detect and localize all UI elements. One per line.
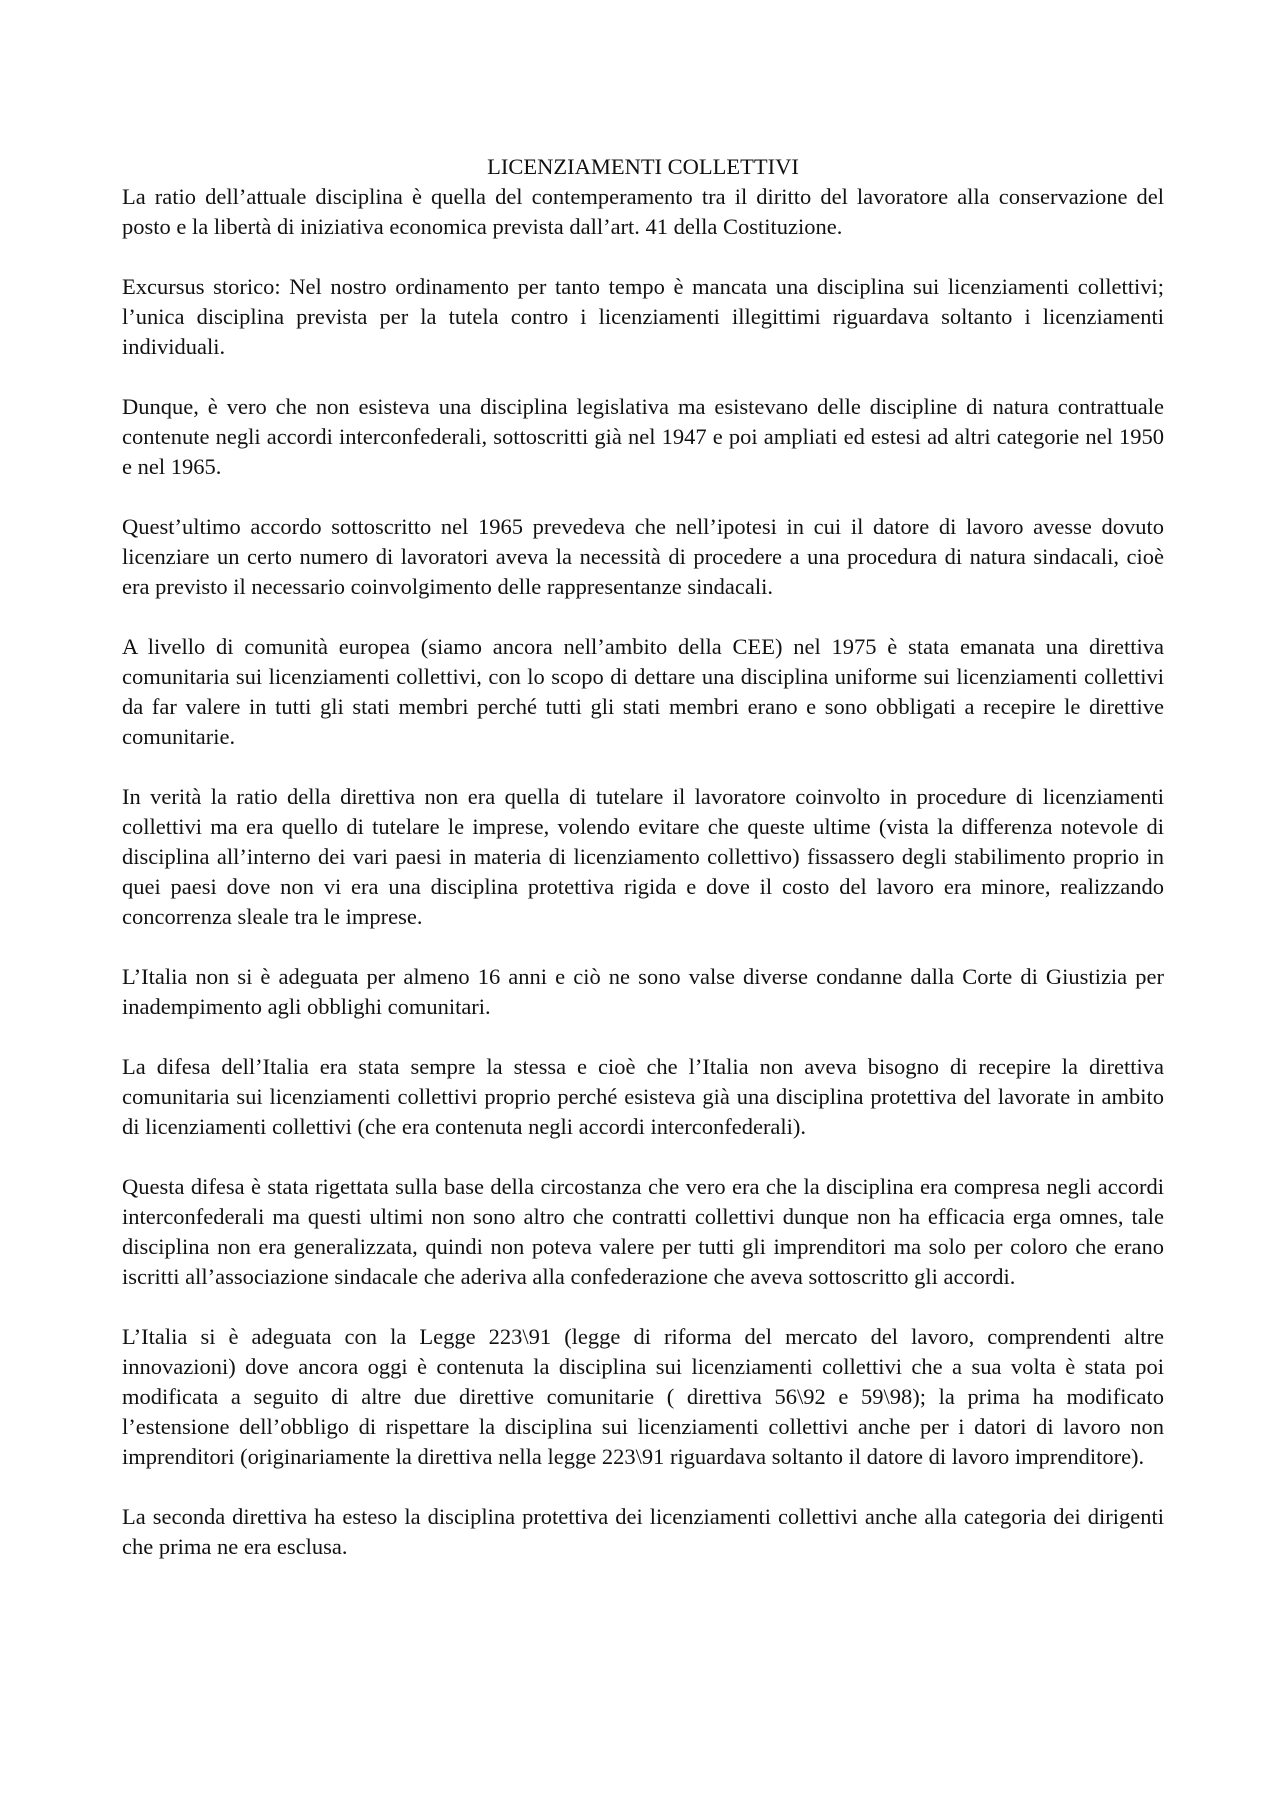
paragraph: Excursus storico: Nel nostro ordinamento per tanto tempo è mancata una disciplina sui licenziamenti collettivi; l’unica disciplina prevista per la tutela contro i licenziamenti illegittimi riguardava soltanto i licenziamenti individuali.: [122, 274, 1164, 359]
paragraph: L’Italia si è adeguata con la Legge 223\91 (legge di riforma del mercato del lavoro, comprendenti altre innovazioni) dove ancora oggi è contenuta la disciplina sui licenziamenti collettivi che a sua volta è stata poi modificata a seguito di altre due direttive comunitarie ( direttiva 56\92 e 59\98); la prima ha modificato l’estensione dell’obbligo di rispettare la disciplina sui licenziamenti collettivi anche per i datori di lavoro non imprenditori (originariamente la direttiva nella legge 223\91 riguardava soltanto il datore di lavoro imprenditore).: [122, 1324, 1164, 1469]
paragraph: L’Italia non si è adeguata per almeno 16 anni e ciò ne sono valse diverse condanne dalla Corte di Giustizia per inadempimento agli obblighi comunitari.: [122, 964, 1164, 1019]
paragraph: Dunque, è vero che non esisteva una disciplina legislativa ma esistevano delle discipline di natura contrattuale contenute negli accordi interconfederali, sottoscritti già nel 1947 e poi ampliati ed estesi ad altri categorie nel 1950 e nel 1965.: [122, 394, 1164, 479]
document-body: [122, 152, 1164, 1592]
paragraph: Questa difesa è stata rigettata sulla base della circostanza che vero era che la disciplina era compresa negli accordi interconfederali ma questi ultimi non sono altro che contratti collettivi dunque non ha efficacia erga omnes, tale disciplina non era generalizzata, quindi non poteva valere per tutti gli imprenditori ma solo per coloro che erano iscritti all’associazione sindacale che aderiva alla confederazione che aveva sottoscritto gli accordi.: [122, 1174, 1164, 1289]
paragraph: La ratio dell’attuale disciplina è quella del contemperamento tra il diritto del lavoratore alla conservazione del posto e la libertà di iniziativa economica prevista dall’art. 41 della Costituzione.: [122, 184, 1164, 239]
paragraph: Quest’ultimo accordo sottoscritto nel 1965 prevedeva che nell’ipotesi in cui il datore di lavoro avesse dovuto licenziare un certo numero di lavoratori aveva la necessità di procedere a una procedura di natura sindacali, cioè era previsto il necessario coinvolgimento delle rappresentanze sindacali.: [122, 514, 1164, 599]
paragraph: In verità la ratio della direttiva non era quella di tutelare il lavoratore coinvolto in procedure di licenziamenti collettivi ma era quello di tutelare le imprese, volendo evitare che queste ultime (vista la differenza notevole di disciplina all’interno dei vari paesi in materia di licenziamento collettivo) fissassero degli stabilimento proprio in quei paesi dove non vi era una disciplina protettiva rigida e dove il costo del lavoro era minore, realizzando concorrenza sleale tra le imprese.: [122, 784, 1164, 929]
paragraph: A livello di comunità europea (siamo ancora nell’ambito della CEE) nel 1975 è stata emanata una direttiva comunitaria sui licenziamenti collettivi, con lo scopo di dettare una disciplina uniforme sui licenziamenti collettivi da far valere in tutti gli stati membri perché tutti gli stati membri erano e sono obbligati a recepire le direttive comunitarie.: [122, 634, 1164, 749]
paragraph: La seconda direttiva ha esteso la disciplina protettiva dei licenziamenti collettivi anche alla categoria dei dirigenti che prima ne era esclusa.: [122, 1504, 1164, 1559]
document-title: LICENZIAMENTI COLLETTIVI: [487, 154, 799, 179]
paragraph: La difesa dell’Italia era stata sempre la stessa e cioè che l’Italia non aveva bisogno di recepire la direttiva comunitaria sui licenziamenti collettivi proprio perché esisteva già una disciplina protettiva del lavorate in ambito di licenziamenti collettivi (che era contenuta negli accordi interconfederali).: [122, 1054, 1164, 1139]
